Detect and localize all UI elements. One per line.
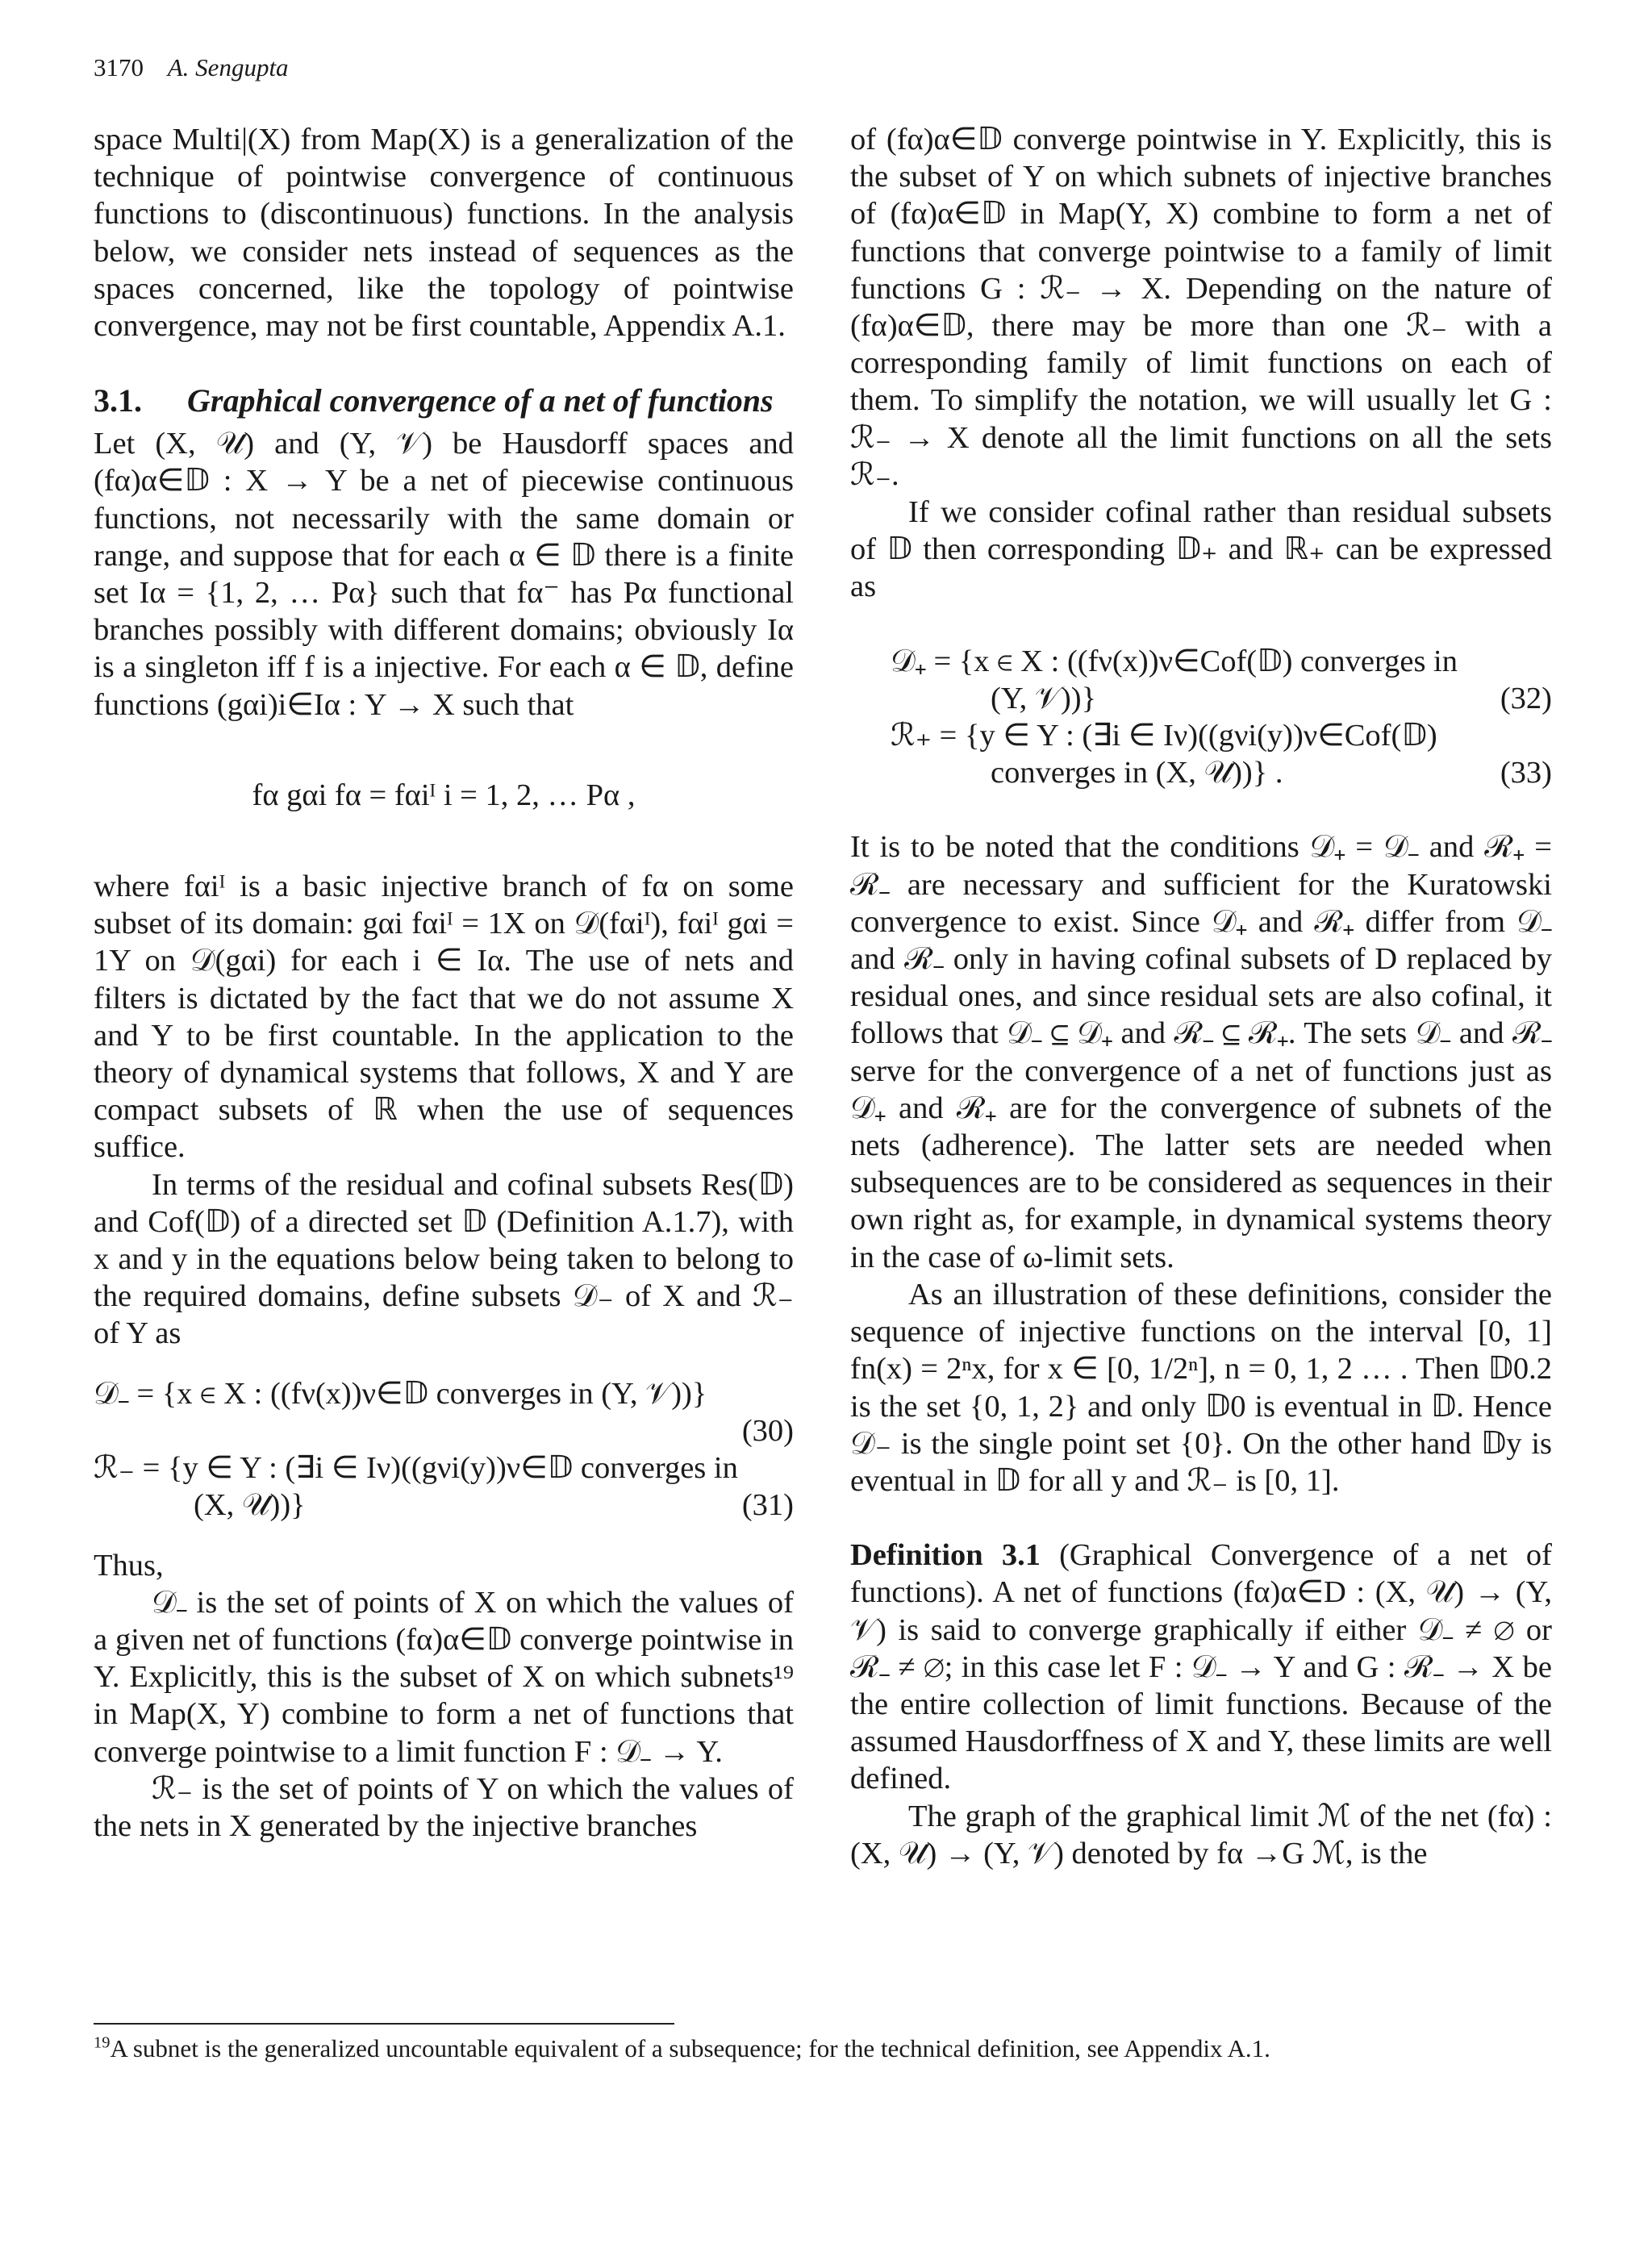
- paragraph-illustration: As an illustration of these definitions, consider the sequence of injective functions on the interval [0, 1] fn(x) = 2ⁿx, for x ∈ [0, 1/2ⁿ], n = 0, 1, 2 … . Then 𝔻0.2 is the set {0, 1, 2} and only 𝔻0 is eventual in 𝔻. Hence 𝒟₋ is the single point set {0}. On the other hand 𝔻y is eventual in 𝔻 for all y and ℛ₋ is [0, 1].: [850, 1277, 1552, 1498]
- page-number: 3170: [94, 53, 144, 81]
- running-head: [94, 53, 289, 82]
- equation-30-line: 𝒟₋ = {x ∈ X : ((fν(x))ν∈𝔻 converges in (Y, 𝒱))}: [94, 1376, 707, 1411]
- paragraph-graphical-limit: The graph of the graphical limit ℳ of the net (fα) : (X, 𝒰) → (Y, 𝒱) denoted by fα →G ℳ, is the: [850, 1799, 1552, 1870]
- paragraph-r-minus-continued: of (fα)α∈𝔻 converge pointwise in Y. Explicitly, this is the subset of Y on which subnets of injective branches of (fα)α∈𝔻 in Map(Y, X) combine to form a net of functions that converge pointwise to a family of limit functions G : ℛ₋ → X. Depending on the nature of (fα)α∈𝔻, there may be more than one ℛ₋ with a corresponding family of limit functions on each of them. To simplify the notation, we will usually let G : ℛ₋ → X denote all the limit functions on all the sets ℛ₋.: [850, 123, 1552, 492]
- equation-32-line-1: 𝒟₊ = {x ∈ X : ((fν(x))ν∈Cof(𝔻) converges in: [891, 644, 1458, 678]
- intro-paragraph: space Multi|(X) from Map(X) is a generalization of the technique of pointwise convergence of continuous functions to (discontinuous) functions. In the analysis below, we consider nets instead of sequences as the spaces concerned, like the topology of pointwise convergence, may not be first countable, Appendix A.1.: [94, 123, 794, 344]
- footnote-marker: 19: [94, 2033, 111, 2052]
- paragraph-d-minus: 𝒟₋ is the set of points of X on which the values of a given net of functions (fα)α∈𝔻 converge pointwise in Y. Explicitly, this is the subset of X on which subnets¹⁹ in Map(X, Y) combine to form a net of functions that converge pointwise to a limit function F : 𝒟₋ → Y.: [94, 1585, 794, 1769]
- equation-30: [94, 1375, 794, 1449]
- thus-text: Thus,: [94, 1548, 164, 1583]
- equation-33-line-1: ℛ₊ = {y ∈ Y : (∃i ∈ Iν)((gνi(y))ν∈Cof(𝔻): [891, 719, 1437, 753]
- equation-number-32: (32): [1500, 681, 1552, 715]
- section-heading: [94, 382, 794, 420]
- running-head-author: A. Sengupta: [167, 53, 289, 81]
- footnote: [94, 2033, 1554, 2065]
- paragraph-kuratowski: It is to be noted that the conditions 𝒟₊ = 𝒟₋ and ℛ₊ = ℛ₋ are necessary and sufficient for the Kuratowski convergence to exist. Since 𝒟₊ and ℛ₊ differ from 𝒟₋ and ℛ₋ only in having cofinal subsets of D replaced by residual ones, and since residual sets are also cofinal, it follows that 𝒟₋ ⊆ 𝒟₊ and ℛ₋ ⊆ ℛ₊. The sets 𝒟₋ and ℛ₋ serve for the convergence of a net of functions just as 𝒟₊ and ℛ₊ are for the convergence of subnets of the nets (adherence). The latter sets are needed when subsequences are to be considered as sequences in their own right as, for example, in dynamical systems theory in the case of ω-limit sets.: [850, 830, 1552, 1274]
- definition-label: Definition 3.1: [850, 1538, 1041, 1573]
- paragraph-r-minus: ℛ₋ is the set of points of Y on which the values of the nets in X generated by the injective branches: [94, 1771, 794, 1843]
- paragraph-nets-definition: Let (X, 𝒰) and (Y, 𝒱) be Hausdorff spaces and (fα)α∈𝔻 : X → Y be a net of piecewise continuous functions, not necessarily with the same domain or range, and suppose that for each α ∈ 𝔻 there is a finite set Iα = {1, 2, … Pα} such that fα⁻ has Pα functional branches possibly with different domains; obviously Iα is a singleton iff f is a injective. For each α ∈ 𝔻, define functions (gαi)i∈Iα : Y → X such that: [94, 427, 794, 722]
- equation-number-31: (31): [741, 1488, 794, 1523]
- section-title: Graphical convergence of a net of functions: [187, 382, 774, 419]
- paragraph-injective-branch: where fαiᴵ is a basic injective branch of fα on some subset of its domain: gαi fαiᴵ = 1X on 𝒟(fαiᴵ), fαiᴵ gαi = 1Y on 𝒟(gαi) for each i ∈ Iα. The use of nets and filters is dictated by the fact that we do not assume X and Y to be first countable. In the application to the theory of dynamical systems that follows, X and Y are compact subsets of ℝ when the use of sequences suffice.: [94, 870, 794, 1165]
- equation-number-30: (30): [741, 1413, 794, 1448]
- equation-32-line-2: (Y, 𝒱))}: [991, 681, 1097, 715]
- definition-body: A net of functions (fα)α∈D : (X, 𝒰) → (Y, 𝒱) is said to converge graphically if either 𝒟₋ ≠ ∅ or ℛ₋ ≠ ∅; in this case let F : 𝒟₋ → Y and G : ℛ₋ → X be the entire collection of limit functions. Because of the assumed Hausdorffness of X and Y, these limits are well defined.: [850, 1575, 1552, 1796]
- equation-31: [94, 1449, 794, 1524]
- definition-title: (Graphical Convergence of a net of functions).: [850, 1538, 1553, 1610]
- right-column: [850, 121, 1552, 1872]
- equation-33: [850, 717, 1552, 791]
- left-column: [94, 121, 794, 1845]
- equation-33-line-2: converges in (X, 𝒰))} .: [991, 756, 1283, 790]
- section-number: 3.1.: [94, 382, 142, 419]
- paragraph-cofinal: If we consider cofinal rather than residual subsets of 𝔻 then corresponding 𝔻₊ and ℝ₊ can be expressed as: [850, 495, 1552, 604]
- equation-31-line-2: (X, 𝒰))}: [194, 1488, 306, 1523]
- equation-31-line-1: ℛ₋ = {y ∈ Y : (∃i ∈ Iν)((gνi(y))ν∈𝔻 converges in: [94, 1451, 738, 1486]
- paragraph-residual-cofinal: In terms of the residual and cofinal subsets Res(𝔻) and Cof(𝔻) of a directed set 𝔻 (Definition A.1.7), with x and y in the equations below being taken to belong to the required domains, define subsets 𝒟₋ of X and ℛ₋ of Y as: [94, 1167, 794, 1351]
- display-equation-branches: fα gαi fα = fαiᴵ i = 1, 2, … Pα ,: [252, 778, 636, 813]
- footnote-text: A subnet is the generalized uncountable equivalent of a subsequence; for the technical definition, see Appendix A.1.: [110, 2034, 1270, 2062]
- definition-3-1: [850, 1537, 1552, 1797]
- equation-number-33: (33): [1500, 756, 1552, 790]
- footnote-rule: [94, 2023, 674, 2025]
- equation-32: [850, 643, 1552, 717]
